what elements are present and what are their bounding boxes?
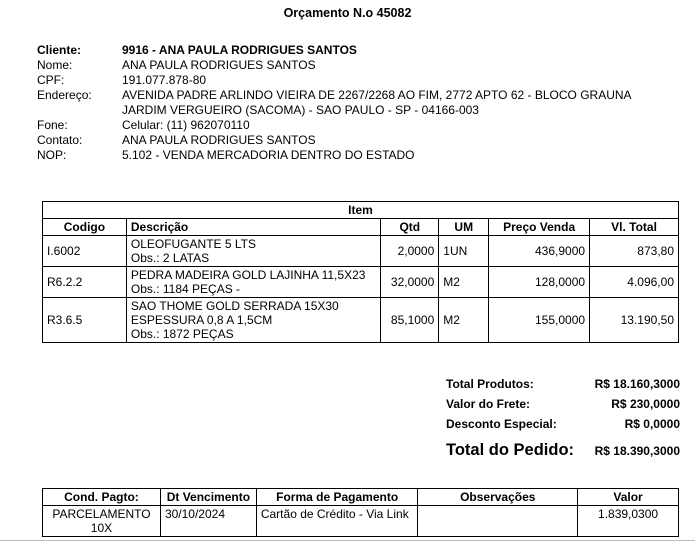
- payment-header-observacoes: Observações: [418, 489, 578, 506]
- payment-header-cond-pagto: Cond. Pagto:: [43, 489, 161, 506]
- client-info-value: Celular: (11) 962070110: [122, 118, 250, 132]
- item-valor-total: 873,80: [590, 236, 679, 267]
- cond-pagto-line: PARCELAMENTO: [52, 507, 151, 521]
- total-produtos-row: [446, 374, 680, 394]
- item-codigo: I.6002: [43, 236, 127, 267]
- valor-frete-row: [446, 394, 680, 414]
- item-descricao-line: SAO THOME GOLD SERRADA 15X30: [130, 299, 339, 313]
- client-info-row: [37, 58, 632, 73]
- item-descricao: [126, 267, 380, 298]
- client-info: [37, 43, 632, 163]
- payment-header-dt-vencimento: Dt Vencimento: [160, 489, 256, 506]
- item-descricao-line: OLEOFUGANTE 5 LTS: [130, 237, 257, 251]
- client-info-value: ANA PAULA RODRIGUES SANTOS: [122, 58, 316, 72]
- client-info-label: Contato:: [37, 133, 83, 147]
- cond-pagto-cell: [43, 506, 161, 537]
- payment-table: [42, 488, 679, 537]
- client-info-value: 191.077.878-80: [122, 73, 207, 87]
- client-info-row: [37, 103, 632, 118]
- item-preco-venda: 155,0000: [489, 298, 590, 343]
- client-info-row: [37, 118, 632, 133]
- client-info-label: CPF:: [37, 73, 65, 87]
- client-info-label: Endereço:: [37, 88, 92, 102]
- payment-header-valor: Valor: [578, 489, 679, 506]
- valor-frete-value: R$ 230,0000: [611, 397, 680, 411]
- items-table: [42, 201, 679, 343]
- totals-block: [446, 374, 680, 460]
- client-info-value: 9916 - ANA PAULA RODRIGUES SANTOS: [122, 43, 357, 57]
- item-um: M2: [439, 267, 489, 298]
- item-descricao-line: ESPESSURA 0,8 A 1,5CM: [130, 313, 273, 327]
- client-info-row: [37, 73, 632, 88]
- column-header-valor-total: Vl. Total: [590, 219, 679, 236]
- total-produtos-label: Total Produtos:: [446, 377, 534, 391]
- client-info-row: [37, 133, 632, 148]
- item-descricao-line: Obs.: 2 LATAS: [130, 251, 210, 265]
- column-header-codigo: Codigo: [43, 219, 127, 236]
- item-descricao: [126, 236, 380, 267]
- item-descricao-line: PEDRA MADEIRA GOLD LAJINHA 11,5X23: [130, 268, 366, 282]
- client-info-value: AVENIDA PADRE ARLINDO VIEIRA DE 2267/2268 AO FIM, 2772 APTO 62 - BLOCO GRAUNA: [122, 88, 632, 102]
- client-info-label: Cliente:: [37, 43, 82, 57]
- desconto-row: [446, 414, 680, 434]
- page-title: Orçamento N.o 45082: [283, 6, 412, 20]
- item-qtd: 32,0000: [381, 267, 439, 298]
- total-pedido-value: R$ 18.390,3000: [594, 444, 680, 458]
- item-valor-total: 13.190,50: [590, 298, 679, 343]
- client-info-row: [37, 43, 632, 58]
- column-header-descricao: Descrição: [126, 219, 380, 236]
- column-header-qtd: Qtd: [381, 219, 439, 236]
- item-um: M2: [439, 298, 489, 343]
- client-info-label: Nome:: [37, 58, 73, 72]
- items-table-header: Item: [43, 202, 679, 219]
- item-codigo: R6.2.2: [43, 267, 127, 298]
- column-header-um: UM: [439, 219, 489, 236]
- table-row: [43, 267, 679, 298]
- desconto-label: Desconto Especial:: [446, 417, 557, 431]
- item-preco-venda: 436,9000: [489, 236, 590, 267]
- total-pedido-label: Total do Pedido:: [446, 441, 575, 459]
- page-edge-divider: [0, 540, 695, 541]
- item-qtd: 2,0000: [381, 236, 439, 267]
- item-descricao-line: Obs.: 1872 PEÇAS: [130, 327, 234, 341]
- client-info-row: [37, 88, 632, 103]
- desconto-value: R$ 0,0000: [624, 417, 680, 431]
- client-info-value: JARDIM VERGUEIRO (SACOMA) - SAO PAULO - SP - 04166-003: [122, 103, 479, 117]
- client-info-row: [37, 148, 632, 163]
- forma-pagamento-cell: Cartão de Crédito - Via Link: [256, 506, 418, 537]
- item-um: 1UN: [439, 236, 489, 267]
- client-info-label: Fone:: [37, 118, 68, 132]
- payment-row: [43, 506, 679, 537]
- item-descricao-line: Obs.: 1184 PEÇAS -: [130, 282, 241, 296]
- total-pedido-row: [446, 440, 680, 460]
- cond-pagto-line: 10X: [90, 521, 113, 535]
- payment-header-forma-pagamento: Forma de Pagamento: [256, 489, 418, 506]
- client-info-value: 5.102 - VENDA MERCADORIA DENTRO DO ESTADO: [122, 148, 415, 162]
- vencimento-cell: 30/10/2024: [160, 506, 256, 537]
- total-produtos-value: R$ 18.160,3000: [594, 377, 680, 391]
- valor-cell: 1.839,0300: [578, 506, 679, 537]
- client-info-label: [37, 103, 122, 118]
- item-codigo: R3.6.5: [43, 298, 127, 343]
- client-info-label: NOP:: [37, 148, 67, 162]
- column-header-preco-venda: Preço Venda: [489, 219, 590, 236]
- item-qtd: 85,1000: [381, 298, 439, 343]
- item-descricao: [126, 298, 380, 343]
- valor-frete-label: Valor do Frete:: [446, 397, 531, 411]
- item-valor-total: 4.096,00: [590, 267, 679, 298]
- table-row: [43, 236, 679, 267]
- table-row: [43, 298, 679, 343]
- client-info-value: ANA PAULA RODRIGUES SANTOS: [122, 133, 316, 147]
- observacoes-cell: [418, 506, 578, 537]
- item-preco-venda: 128,0000: [489, 267, 590, 298]
